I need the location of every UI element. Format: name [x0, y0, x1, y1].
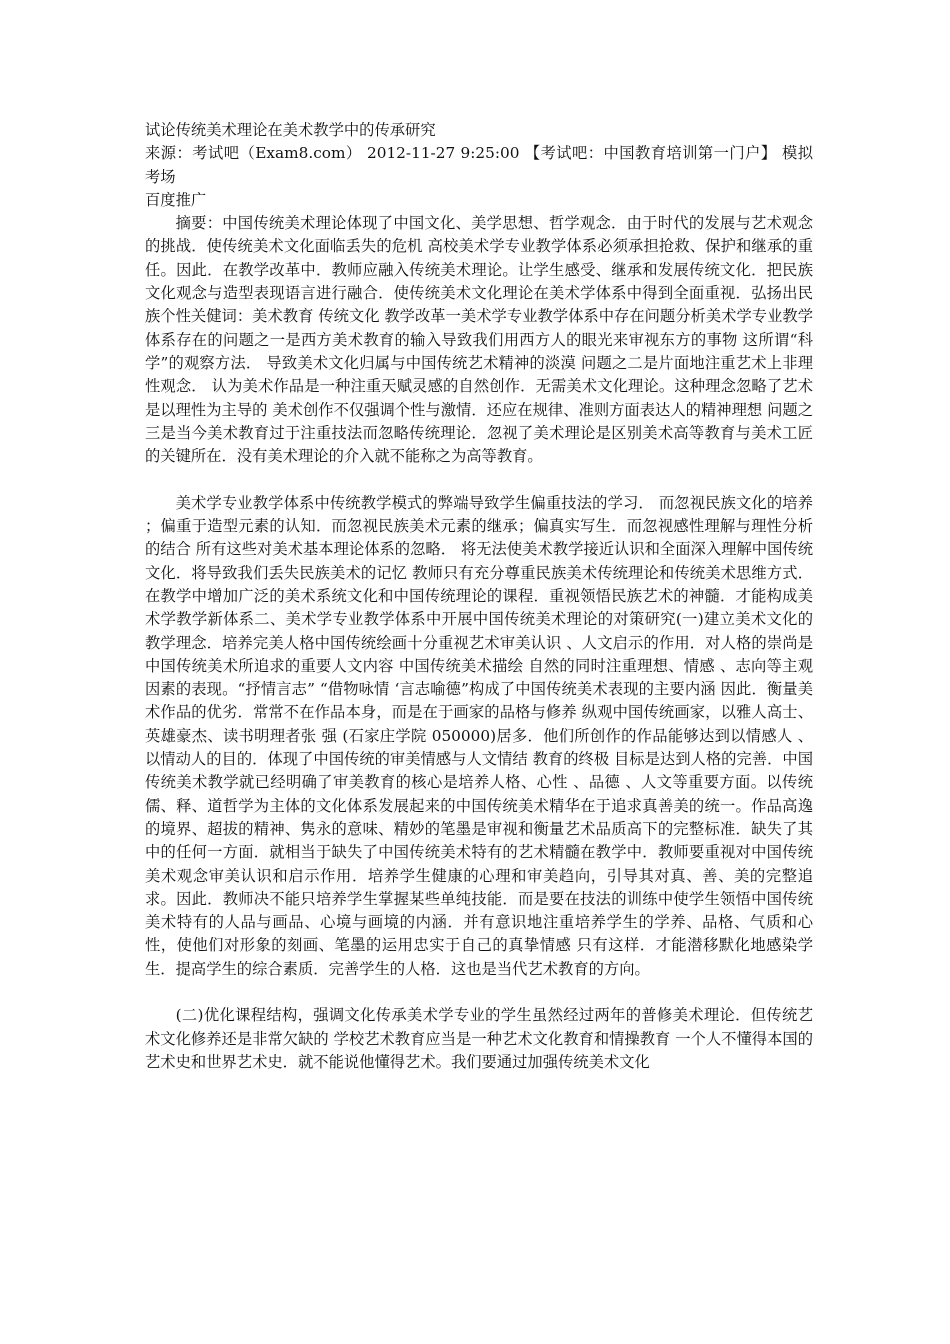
paragraph-body-1: 美术学专业教学体系中传统教学模式的弊端导致学生偏重技法的学习． 而忽视民族文化的培养 ；偏重于造型元素的认知．而忽视民族美术元素的继承；偏真实写生．而忽视感性理解与理性分析的结合 所有这些对美术基本理论体系的忽略． 将无法使美术教学接近认识和全面深入理解中国传统文化．将导致我们丢失民族美术的记忆 教师只有充分尊重民族美术传统理论和传统美术思维方式． 在教学中增加广泛的美术系统文化和中国传统理论的课程．重视领悟民族艺术的神髓．才能构成美术学教学新体系二、美术学专业教学体系中开展中国传统美术理论的对策研究(一)建立美术文化的教学理念．培养完美人格中国传统绘画十分重视艺术审美认识 、人文启示的作用．对人格的崇尚是中国传统美术所追求的重要人文内容 中国传统美术描绘 自然的同时注重理想、情感 、志向等主观因素的表现。“抒情言志” “借物咏情 ‘言志喻德”构成了中国传统美术表现的主要内涵 因此．衡量美术作品的优劣．常常不在作品本身，而是在于画家的品格与修养 纵观中国传统画家，以雅人高士、英雄豪杰、读书明理者张 强 (石家庄学院 050000)居多．他们所创作的作品能够达到以情感人 、以情动人的目的．体现了中国传统的审美情感与人文情结 教育的终极 目标是达到人格的完善．中国传统美术教学就已经明确了审美教育的核心是培养人格、心性 、品德 、人文等重要方面。以传统儒、释、道哲学为主体的文化体系发展起来的中国传统美术精华在于追求真善美的统一。作品高逸的境界、超拔的精神、隽永的意味、精妙的笔墨是审视和衡量艺术品质高下的完整标准．缺失了其中的任何一方面．就相当于缺失了中国传统美术特有的艺术精髓在教学中．教师要重视对中国传统美术观念审美认识和启示作用．培养学生健康的心理和审美趋向，引导其对真、善、美的完整追求。因此．教师决不能只培养学生掌握某些单纯技能．而是要在技法的训练中使学生领悟中国传统美术特有的人品与画品、心境与画境的内涵．并有意识地注重培养学生的学养、品格、气质和心性，使他们对形象的刻画、笔墨的运用忠实于自己的真挚情感 只有这样．才能潜移默化地感染学生．提高学生的综合素质．完善学生的人格．这也是当代艺术教育的方向。 [145, 493, 813, 978]
paragraph-gap [145, 468, 813, 491]
paragraph-gap [145, 981, 813, 1004]
document-page [145, 119, 813, 1074]
document-title: 试论传统美术理论在美术教学中的传承研究 [145, 121, 436, 139]
promo-link[interactable]: 百度推广 [145, 190, 207, 209]
paragraph-body-2: (二)优化课程结构，强调文化传承美术学专业的学生虽然经过两年的普修美术理论．但传统艺术文化修养还是非常欠缺的 学校艺术教育应当是一种艺术文化教育和情操教育 一个人不懂得本国的艺术史和世界艺术史．就不能说他懂得艺术。我们要通过加强传统美术文化 [145, 1006, 813, 1071]
source-line: 来源：考试吧（Exam8.com） 2012-11-27 9:25:00 【考试吧：中国教育培训第一门户】 模拟考场 [145, 144, 813, 186]
paragraph-abstract: 摘要：中国传统美术理论体现了中国文化、美学思想、哲学观念．由于时代的发展与艺术观念的挑战．使传统美术文化面临丢失的危机 高校美术学专业教学体系必须承担抢救、保护和继承的重任。因此．在教学改革中．教师应融入传统美术理论。让学生感受、继承和发展传统文化．把民族文化观念与造型表现语言进行融合．使传统美术文化理论在美术学体系中得到全面重视．弘扬出民族个性关健词：美术教育 传统文化 教学改革一美术学专业教学体系中存在问题分析美术学专业教学体系存在的问题之一是西方美术教育的输入导致我们用西方人的眼光来审视东方的事物 这所谓“科学”的观察方法． 导致美术文化归属与中国传统艺术精神的淡漠 问题之二是片面地注重艺术上非理性观念． 认为美术作品是一种注重天赋灵感的自然创作．无需美术文化理论。这种理念忽略了艺术是以理性为主导的 美术创作不仅强调个性与激情．还应在规律、准则方面表达人的精神理想 问题之三是当今美术教育过于注重技法而忽略传统理论．忽视了美术理论是区别美术高等教育与美术工匠的关键所在．没有美术理论的介入就不能称之为高等教育。 [145, 214, 813, 466]
